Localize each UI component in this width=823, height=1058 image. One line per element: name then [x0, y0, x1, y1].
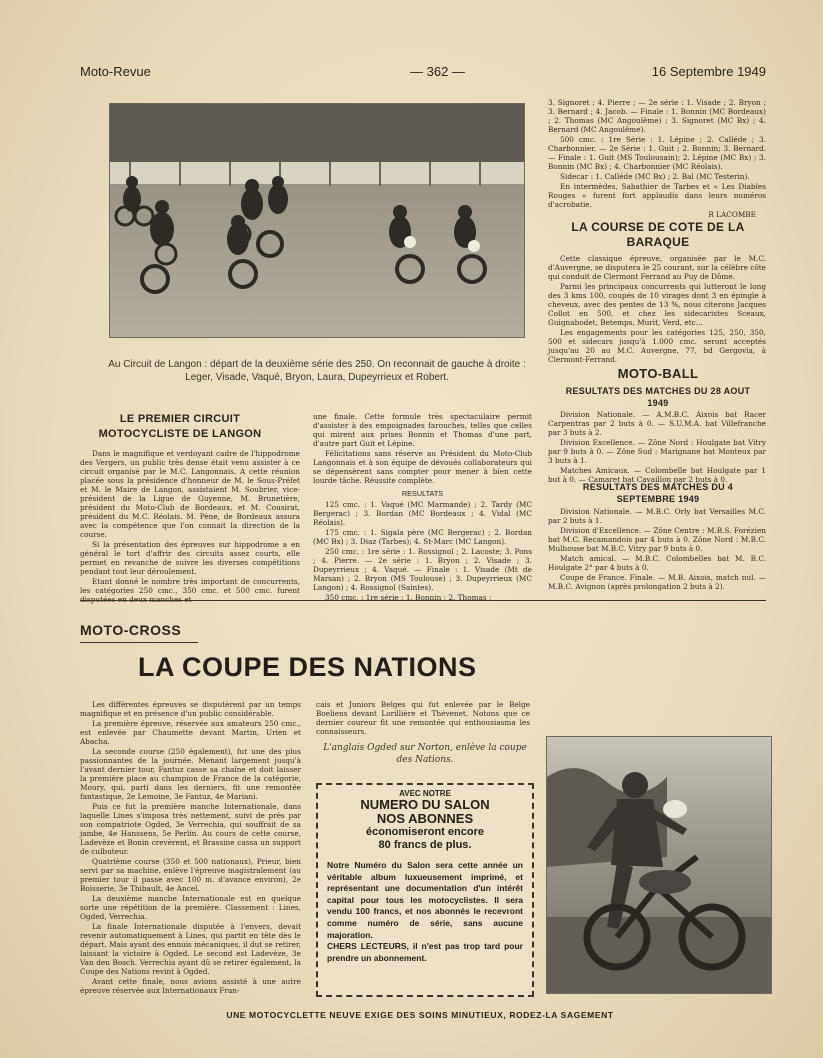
ad-body-closing: CHERS LECTEURS, il n'est pas trop tard pour prendre un abonnement. [327, 941, 523, 963]
motoball-result: Division Nationale. — A.M.B.C. Aixois bat Racer Carpentras par 2 buts à 0. — S.U.M.A. bat Villefranche par 3 buts à 2. [548, 410, 766, 437]
issue-date: 16 Septembre 1949 [651, 64, 766, 79]
motocross-paragraph: Quatrième course (350 et 500 nationaux), Prieur, bien servi par sa machine, enlève l'épreuve magistralement (au premier tour il passe avec 100 m. d'avance environ), 2e Boisserie, 3e Thibault, 4e Ancel. [80, 857, 301, 893]
result-line: 350 cmc. : 1re série : 1. Bonnin ; 2. Thomas ; [325, 593, 492, 602]
ad-line-small: AVEC NOTRE [399, 789, 451, 798]
page-header [80, 64, 766, 82]
page-number: — 362 — [410, 64, 465, 79]
result-line: Sidecar : 1. Calléde (MC Bx) ; 2. Bal (MC Testerin). [560, 172, 750, 181]
motocross-paragraph: La première épreuve, réservée aux amateurs 250 cmc., est enlevée par Chaumette devant Martin, Urien et Abacha. [80, 719, 301, 746]
magazine-name: Moto-Revue [80, 64, 151, 79]
motoball-result: Match amical. — M.B.C. Colombelles bat M. B.C. Houlgate 2° par 4 buts à 0. [548, 554, 766, 572]
motoball-results-aug [548, 410, 766, 485]
ogded-norton-photo [546, 736, 772, 994]
baraque-paragraph: Parmi les principaux concurrents qui lutteront le long des 3 kms 100, coupés de 10 virages dont 3 en épingle à cheveux, avec des pentes de 13 %, nous citerons Jacques Collot en 500, et chez les sidecaristes Sceaux, Guignabodet, Betemps, Murit, Verd, etc... [548, 282, 766, 327]
motoball-result: Division Excellence. — Zône Nord : Houlgate bat Vitry par 9 buts à 0. — Zône Sud : Marignane bat Monteux par 3 buts à 1. [548, 438, 766, 465]
langon-paragraph: Etant donné le nombre très important de concurrents, les catégories 250 cmc., 350 cmc. et 500 cmc. furent disputées en deux manches et [80, 577, 300, 604]
langon-column-1 [80, 449, 300, 605]
langon-race-photo [109, 103, 525, 338]
langon-paragraph: une finale. Cette formule très spectaculaire permit d'assister à des empoignades farouches, telles que celles qui mirent aux prises Bonnin et Thomas d'une part, d'autre part Guit et Lépine. [313, 412, 532, 448]
motocross-paragraph: cais et Juniors Belges qui fut enlevée par le Belge Boeliens devant Lorillière et Thévenet. Notons que ce dernier coureur fit une remontée qui enthousiasma les connaisseurs. [316, 700, 530, 736]
motocross-paragraph: Les différentes épreuves se disputèrent par un temps magnifique et en présence d'un public considérable. [80, 700, 301, 718]
langon-column-2 [313, 412, 532, 603]
motocross-paragraph: Avant cette finale, nous avions assisté à une autre épreuve réservée aux Internationaux Fran- [80, 977, 301, 995]
motoball-result: Coupe de France. Finale. — M.B. Aixois, match nul. — M.B.C. Avignon (après prolongation 2 buts à 2). [548, 573, 766, 591]
result-line: En intermèdes, Sabathier de Tarbes et « Les Diables Rouges » furent fort applaudis dans leurs numéros d'acrobatie. [548, 182, 766, 209]
baraque-paragraph: Les engagements pour les catégories 125, 250, 350, 500 et sidecars jusqu'à 1.000 cmc. seront acceptés jusqu'au 20 au M.C. Auvergne, 77, bd Gergovia, à Clermont-Ferrand. [548, 328, 766, 364]
motoball-result: Matches Amicaux. — Colombelle bat Houlgate par 1 but à 0. — Camaret bat Cavaillon par 2 buts à 0. [548, 466, 766, 484]
motoball-result: Division d'Excellence. — Zône Centre : M.B.S. Forézien bat M.C. Recamandois par 4 buts à 0. Zône Nord : M.B.C. Mulhouse bat M.B.C. Vitry par 9 buts à 0. [548, 526, 766, 553]
ogded-photo-caption: L'anglais Ogded sur Norton, enlève la coupe des Nations. [323, 743, 527, 765]
motocross-column-2 [316, 700, 530, 737]
page-footer-slogan: UNE MOTOCYCLETTE NEUVE EXIGE DES SOINS MINUTIEUX, RODEZ-LA SAGEMENT [226, 1010, 614, 1020]
langon-paragraph: Si la présentation des épreuves sur hippodrome a en général le tort d'affrir des circuits assez courts, elle permet en revanche de suivre les diverses compétitions pendant tout leur déroulement. [80, 540, 300, 576]
result-line: 500 cmc. : 1re Série : 1. Lépine ; 2. Calléde ; 3. Charbonnier. — 2e Série : 1. Guit ; 2. Bonnin; 3. Bernard. — Finale : 1. Guit (MS Toulousain); 2. Lépine (MC Bx) ; 3. Bonnin (MC Bx) ; 4. Charbonnier (MC Réolais). [548, 135, 766, 171]
baraque-column [548, 254, 766, 365]
motocross-paragraph: Puis ce fut la première manche Internationale, dans laquelle Lines s'imposa très nettement, suivi de près par son compatriote Ogded, 3e Verrechia, qui souffrait de sa jambe, 4e Hanssens, 5e Perlin. Au cours de cette course, Ladevèze et Bonin crevèrent, et Brassine cassa un support de culbuteur. [80, 802, 301, 856]
section-tag: MOTO-CROSS [80, 622, 182, 638]
result-line: 175 cmc. : 1. Sigala père (MC Bergerac) ; 2. Bordan (MC Bx) ; 3. Diaz (Tarbes); 4. St-Marc (MC Langon). [313, 528, 532, 546]
baraque-paragraph: Cette classique épreuve, organisée par le M.C. d'Auvergne, se disputera le 25 courant, sur la célèbre côte qui conduit de Clermont Ferrand au Puy de Dôme. [548, 254, 766, 281]
langon-title: LE PREMIER CIRCUIT MOTOCYCLISTE DE LANGON [98, 413, 262, 440]
ad-line-2: NOS ABONNES [376, 811, 474, 826]
result-line: 3. Signoret ; 4. Pierre ; — 2e série : 1. Visade ; 2. Bryon ; 3. Bernard ; 4. Jacob. — Finale : 1. Bonnin (MC Bordeaux) ; 2. Thomas (MC Angoulême) ; 3. Signoret (MC Bx) ; 4. Bernard (MC Angoulême). [548, 98, 766, 134]
result-line: 125 cmc. : 1. Vaqué (MC Marmande) ; 2. Tardy (MC Bergerac) ; 3. Bordan (MC Bordeaux ; 4. Vidal (MC Réolais). [313, 500, 532, 527]
coupe-title: LA COUPE DES NATIONS [138, 652, 477, 682]
langon-paragraph: Dans le magnifique et verdoyant cadre de l'hippodrome des Vergers, un public très dense était venu assister à ce circuit organisé par le M.C. Langonnais. A cette réunion placée sous la présidence d'honneur de M. le Sous-Préfet et M. le Maire de Langon, assistaient M. Soubrier, vice-président de la Ligue de Guyenne, M. Brunetière, président du Moto-Club de Bordeaux, et M. Cousirat, président du M.C. Réolais. M. Pène, de Bordeaux assura avec la compétence que l'on connait la direction de la course. [80, 449, 300, 539]
motocross-paragraph: La seconde course (250 également), fut une des plus passionnantes de la journée. Menant largement jusqu'à l'avant dernier tour, Fantuz casse sa chaîne et doit laisser la première place au champion de France de la catégorie, Moury, qui, parti dans les derniers, fit une remontée fantastique, 2e Lemoine, 3e Fantuz, 4e Mariani. [80, 747, 301, 801]
motocross-column-1 [80, 700, 301, 996]
section-tag-underline [80, 642, 198, 643]
motoball-heading-sep: RESULTATS DES MATCHES DU 4 SEPTEMBRE 1949 [582, 482, 734, 504]
motoball-heading-aug: RESULTATS DES MATCHES DU 28 AOUT 1949 [565, 386, 751, 408]
langon-paragraph: Félicitations sans réserve au Président du Moto-Club Langonnais et à son équipe de dévoués collaborateurs qui se dépensèrent sans compter pour mener à bien cette lourde tâche. Réussite complète. [313, 449, 532, 485]
ad-line-1: NUMERO DU SALON [360, 797, 490, 812]
baraque-title: LA COURSE DE COTE DE LA BARAQUE [571, 220, 745, 249]
ad-line-3: économiseront encore [366, 826, 484, 838]
motoball-result: Division Nationale. — M.B.C. Orly bat Versailles M.C. par 2 buts à 1. [548, 507, 766, 525]
ad-body: Notre Numéro du Salon sera cette année un véritable album luxueusement imprimé, et représentant une documentation d'un intérêt capital pour tous les motocyclistes. Il sera vendu 100 francs, et nos abonnés le recevront comme numéro de série, sans aucune majoration. [327, 860, 523, 940]
results-heading: RESULTATS [401, 489, 444, 498]
motoball-results-sep [548, 507, 766, 592]
top-photo-caption: Au Circuit de Langon : départ de la deuxième série des 250. On reconnait de gauche à droite : Leger, Visade, Vaqué, Bryon, Laura, Dupeyrrieux et Robert. [108, 359, 526, 383]
ad-line-4: 80 francs de plus. [378, 839, 472, 851]
race-photo-drawing [110, 104, 524, 337]
motocross-paragraph: La finale Internationale disputée à l'envers, devait revenir automatiquement à Lines, qui partit en tête dès le départ. Mais ayant des ennuis mécaniques, il dut se retirer, laissant la victoire à Ogded. Le second est Ladevèze, 3e Van den Bosch. Verrechia ayant dû se retirer également, la Coupe des Nations revint à Ogded. [80, 922, 301, 976]
ogded-photo-drawing [547, 737, 771, 993]
langon-column-3 [548, 98, 766, 219]
article-signature: R LACOMBE [708, 210, 756, 219]
result-line: 250 cmc. : 1re série : 1. Rossignol ; 2. Lacoste; 3. Pons ; 4. Pierre. — 2e série : 1. Bryon ; 2. Visade ; 3. Dupeyrrieux ; 4. Vaqué. — Finale : 1. Visade (Mt de Marsan) ; 2. Bryon (MS Toulouse) ; 3. Dupeyrrieux (MC Langon) ; 4. Rossignol (Saintes). [313, 547, 532, 592]
motocross-paragraph: La deuxième manche Internationale est en quelque sorte une répétition de la première. Classement : Lines, Ogded, Verrechia. [80, 894, 301, 921]
motoball-title: MOTO-BALL [617, 366, 699, 381]
subscription-ad-box [316, 783, 534, 997]
section-divider [80, 600, 766, 601]
